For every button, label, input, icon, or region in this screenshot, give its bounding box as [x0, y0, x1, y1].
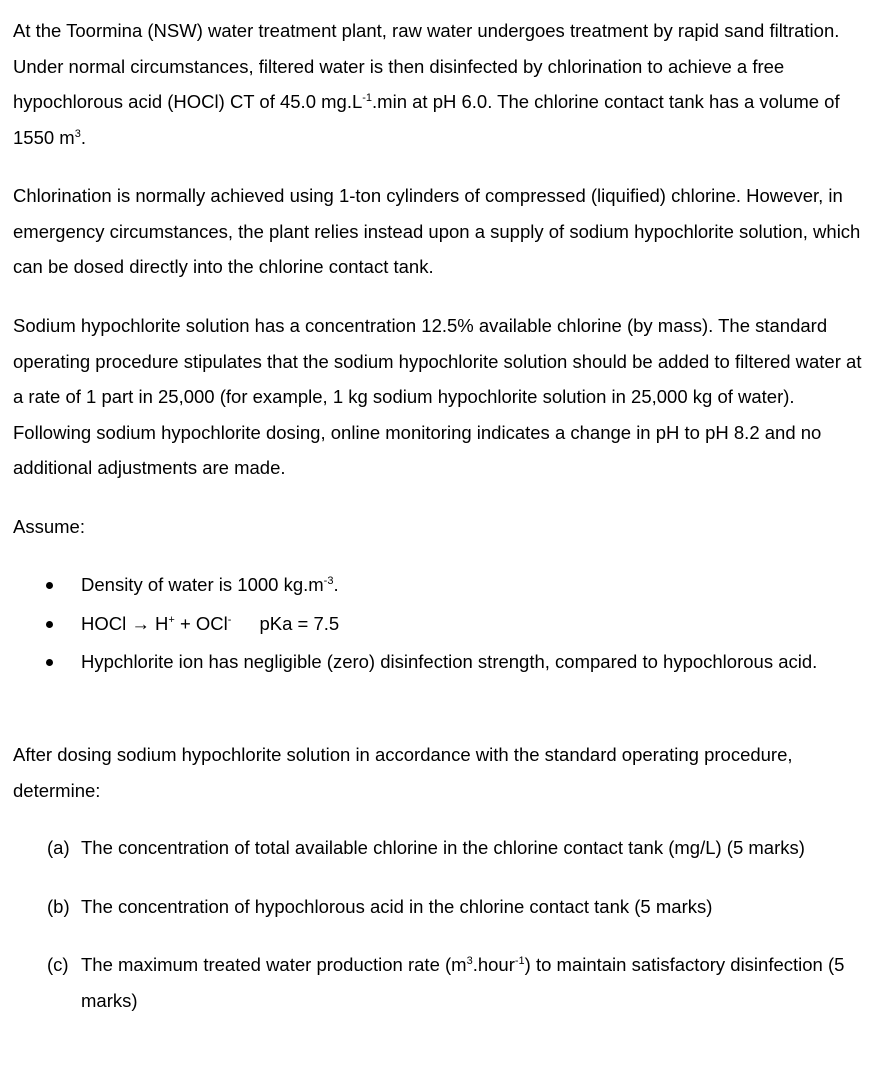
question-list: [47, 830, 867, 1041]
assumption-item-hypochlorite: [13, 644, 873, 680]
question-letter: (c): [47, 954, 69, 975]
pka-text: pKa = 7.5: [259, 612, 340, 634]
bullet-icon: [46, 621, 53, 628]
assumption-list: [13, 567, 873, 683]
density-text: Density of water is 1000 kg.m: [81, 574, 324, 595]
question-superscript-cubic: 3: [466, 954, 473, 967]
question-superscript-inverse: -1: [514, 954, 525, 967]
determine-paragraph: After dosing sodium hypochlorite solution in accordance with the standard operating procedure, determine:: [13, 744, 793, 801]
assumption-item-reaction: [13, 606, 873, 642]
density-end: .: [333, 574, 339, 595]
reaction-superscript-minus: -: [227, 613, 232, 626]
question-item-b: [47, 889, 867, 925]
chlorination-paragraph: Chlorination is normally achieved using 1-ton cylinders of compressed (liquified) chlorine. However, in emergency circumstances, the plant relies instead upon a supply of sodium hypochlorite solution, which can be dosed directly into the chlorine contact tank.: [13, 185, 861, 277]
question-text-part3: ) to maintain satisfactory disinfection (5 marks): [81, 954, 845, 1011]
question-text-part2: .hour: [472, 954, 515, 975]
bullet-icon: [46, 582, 53, 589]
question-letter: (b): [47, 895, 70, 917]
intro-superscript-unit: -1: [362, 91, 373, 104]
question-text: The concentration of total available chlorine in the chlorine contact tank (mg/L) (5 marks): [81, 837, 805, 858]
density-superscript: -3: [323, 574, 334, 587]
intro-paragraph: [13, 13, 873, 155]
assumption-item-density: [13, 567, 873, 603]
question-text: The concentration of hypochlorous acid in the chlorine contact tank (5 marks): [81, 895, 713, 917]
intro-superscript-volume: 3: [74, 127, 81, 140]
hypochlorite-paragraph: Sodium hypochlorite solution has a concentration 12.5% available chlorine (by mass). The standard operating procedure stipulates that the sodium hypochlorite solution should be added to filtered water at a rate of 1 part in 25,000 (for example, 1 kg sodium hypochlorite solution in 25,000 kg of water). Following sodium hypochlorite dosing, online monitoring indicates a change in pH to pH 8.2 and no additional adjustments are made.: [13, 315, 862, 478]
reaction-text-a: HOCl → H: [81, 612, 169, 634]
question-item-a: [47, 830, 867, 866]
intro-text-part1: At the Toormina (NSW) water treatment plant, raw water undergoes treatment by rapid sand filtration. Under normal circumstances, filtered water is then disinfected by chlorination to achieve a free hypochlorous acid (HOCl) CT of 45.0 mg.L: [13, 20, 840, 112]
intro-text-part3: .: [80, 126, 86, 148]
question-text-part1: The maximum treated water production rate (m: [81, 954, 467, 975]
reaction-text-b: + OCl: [174, 612, 228, 634]
assume-heading: Assume:: [13, 516, 85, 537]
question-letter: (a): [47, 837, 70, 858]
question-item-c: [47, 947, 867, 1018]
hypochlorite-text: Hypchlorite ion has negligible (zero) disinfection strength, compared to hypochlorous acid.: [81, 651, 818, 672]
intro-text-part2: .min at pH 6.0. The chlorine contact tank has a volume of 1550 m: [13, 91, 840, 148]
reaction-superscript-plus: +: [168, 613, 175, 626]
bullet-icon: [46, 659, 53, 666]
